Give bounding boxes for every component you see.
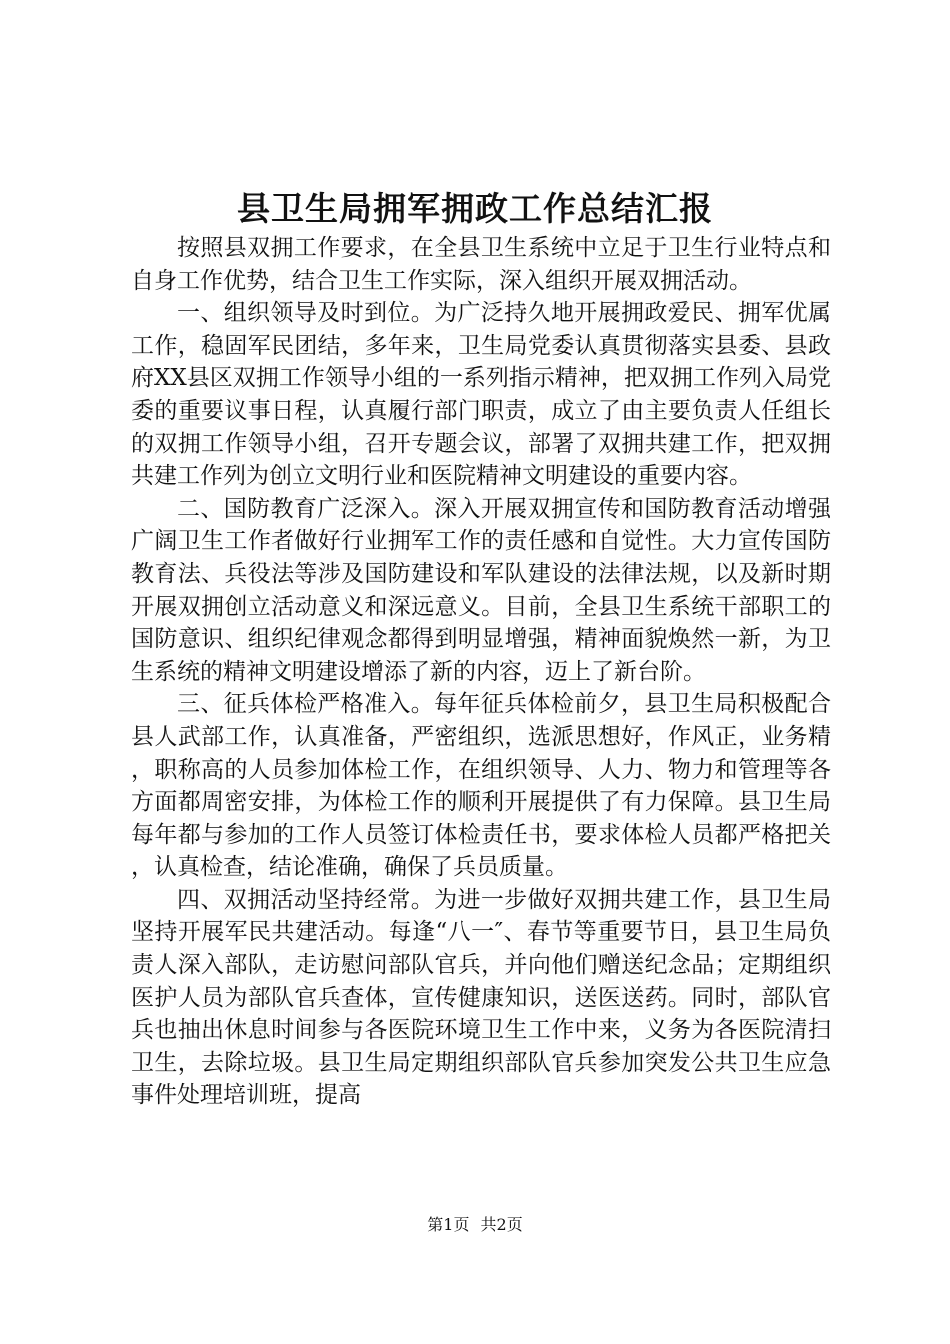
document-title: 县卫生局拥军拥政工作总结汇报 (237, 189, 713, 228)
paragraph-intro: 按照县双拥工作要求，在全县卫生系统中立足于卫生行业特点和自身工作优势，结合卫生工作实际，深入组织开展双拥活动。 (131, 235, 831, 294)
page-footer (0, 1214, 950, 1236)
paragraph-section-3: 三、征兵体检严格准入。每年征兵体检前夕，县卫生局积极配合县人武部工作，认真准备，严密组织，选派思想好，作风正，业务精，职称高的人员参加体检工作，在组织领导、人力、物力和管理等各方面都周密安排，为体检工作的顺利开展提供了有力保障。县卫生局每年都与参加的工作人员签订体检责任书，要求体检人员都严格把关，认真检查，结论准确，确保了兵员质量。 (131, 691, 831, 881)
page-number: 第1页 (427, 1215, 470, 1234)
document-body (131, 232, 831, 1112)
page-total: 共2页 (480, 1215, 523, 1234)
paragraph-section-2: 二、国防教育广泛深入。深入开展双拥宣传和国防教育活动增强广阔卫生工作者做好行业拥军工作的责任感和自觉性。大力宣传国防教育法、兵役法等涉及国防建设和军队建设的法律法规，以及新时期开展双拥创立活动意义和深远意义。目前，全县卫生系统干部职工的国防意识、组织纪律观念都得到明显增强，精神面貌焕然一新，为卫生系统的精神文明建设增添了新的内容，迈上了新台阶。 (131, 495, 831, 685)
paragraph-section-1: 一、组织领导及时到位。为广泛持久地开展拥政爱民、拥军优属工作，稳固军民团结，多年来，卫生局党委认真贯彻落实县委、县政府XX县区双拥工作领导小组的一系列指示精神，把双拥工作列入局党委的重要议事日程，认真履行部门职责，成立了由主要负责人任组长的双拥工作领导小组，召开专题会议，部署了双拥共建工作，把双拥共建工作列为创立文明行业和医院精神文明建设的重要内容。 (131, 300, 831, 490)
paragraph-section-4: 四、双拥活动坚持经常。为进一步做好双拥共建工作，县卫生局坚持开展军民共建活动。每逢“八一″、春节等重要节日，县卫生局负责人深入部队，走访慰问部队官兵，并向他们赠送纪念品；定期组织医护人员为部队官兵查体，宣传健康知识，送医送药。同时，部队官兵也抽出休息时间参与各医院环境卫生工作中来，义务为各医院清扫卫生，去除垃圾。县卫生局定期组织部队官兵参加突发公共卫生应急事件处理培训班，提高 (131, 886, 831, 1109)
